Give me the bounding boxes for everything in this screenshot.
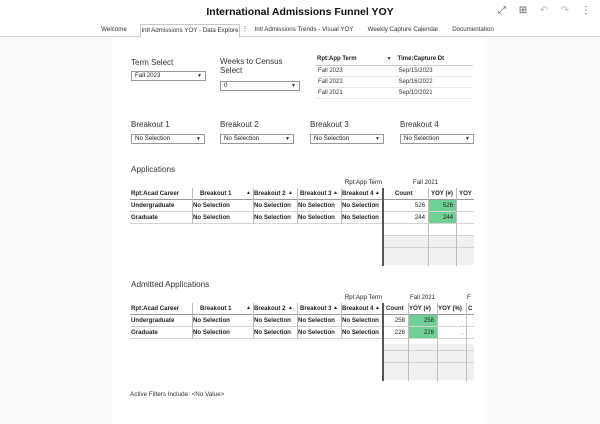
applications-row-b2: No Selection [254,202,291,209]
breakout-2-label: Breakout 2 [220,120,259,129]
term-select-dropdown[interactable] [131,71,206,81]
admitted-row-career: Undergraduate [131,317,175,324]
admitted-col-count[interactable]: Count [386,305,404,312]
sort-asc-icon: ▲ [246,305,251,311]
redo-icon[interactable]: ↷ [560,5,570,16]
admitted-col-breakout-3[interactable]: Breakout 3 [300,305,332,312]
weeks-to-census-value: 0 [224,82,228,89]
admitted-term-header[interactable]: Rpt:App Term [344,294,382,301]
admitted-row-b2: No Selection [254,329,291,336]
tab-intl-admissions-trends[interactable]: Intl Admissions Trends - Visual YOY [254,26,354,33]
chevron-down-icon: ▼ [375,136,380,142]
applications-row-b3: No Selection [298,214,335,221]
capture-col-date-header[interactable]: Time:Capture Dt [396,54,473,65]
applications-term-value: Fall 2021 [413,179,439,186]
breakout-1-label: Breakout 1 [131,120,170,129]
term-select-value: Fall 2023 [135,72,161,79]
applications-row-b4: No Selection [342,214,379,221]
admitted-yoy-cell: 226 [409,327,437,338]
weeks-to-census-label: Weeks to Census Select [220,57,283,75]
top-bar [0,0,600,24]
tab-welcome[interactable]: Welcome [101,26,127,33]
sort-asc-icon: ▲ [333,190,338,196]
admitted-row-b4: No Selection [342,317,379,324]
sort-asc-icon: ▲ [288,305,293,311]
admitted-col-yoy-pct[interactable]: YOY (%) [438,305,462,312]
applications-col-breakout-3[interactable]: Breakout 3 [300,190,332,197]
admitted-col-breakout-1[interactable]: Breakout 1 [200,305,232,312]
tab-intl-admissions-yoy[interactable]: Intl Admissions YOY - Data Explore [140,24,240,38]
toolbar [496,4,592,18]
table-row[interactable]: Fall 2023 Sep/15/2023 [315,65,473,76]
applications-col-count[interactable]: Count [395,190,413,197]
chevron-down-icon: ▼ [465,136,470,142]
grid-icon[interactable]: ⊞ [518,5,528,16]
admitted-row-b3: No Selection [298,329,335,336]
applications-col-yoy-pct[interactable]: YOY [459,190,472,197]
admitted-col-breakout-2[interactable]: Breakout 2 [254,305,286,312]
admitted-yoy-cell: 258 [409,315,437,326]
admitted-yoy-pct-cell: . [461,317,463,324]
sort-asc-icon: ▲ [288,190,293,196]
sort-asc-icon: ▲ [375,190,380,196]
breakout-3-label: Breakout 3 [310,120,349,129]
applications-yoy-cell: 244 [428,212,456,223]
term-select-label: Term Select [131,58,174,67]
admitted-row-b3: No Selection [298,317,335,324]
breakout-3-dropdown[interactable]: No Selection ▼ [310,134,384,144]
applications-row-b1: No Selection [193,202,230,209]
applications-row-b4: No Selection [342,202,379,209]
breakout-4-label: Breakout 4 [400,120,439,129]
applications-count-cell: 244 [414,214,425,221]
capture-col-term-header[interactable]: Rpt:App Term ▼ [315,54,396,65]
admitted-row-b2: No Selection [254,317,291,324]
applications-count-cell: 526 [414,202,425,209]
applications-col-yoy-num[interactable]: YOY (#) [431,190,453,197]
applications-col-breakout-2[interactable]: Breakout 2 [254,190,286,197]
chevron-down-icon: ▼ [196,136,201,142]
admitted-count-cell: 226 [394,329,405,336]
admitted-col-yoy-num[interactable]: YOY (#) [409,305,431,312]
admitted-col-breakout-4[interactable]: Breakout 4 [342,305,374,312]
admitted-row-b1: No Selection [193,329,230,336]
applications-col-breakout-4[interactable]: Breakout 4 [342,190,374,197]
breakout-2-dropdown[interactable]: No Selection ▼ [220,134,294,144]
chevron-down-icon: ▼ [291,83,296,89]
admitted-col-next[interactable]: C [468,305,473,312]
active-filters-note: Active Filters Include: <No Value> [130,391,225,398]
applications-term-header[interactable]: Rpt:App Term [344,179,382,186]
expand-icon[interactable]: ⤢ [498,5,506,16]
admitted-crosstab [130,292,474,382]
applications-yoy-cell: 526 [428,200,456,211]
more-icon[interactable]: ⋮ [581,5,591,16]
breakout-4-dropdown[interactable]: No Selection ▼ [400,134,474,144]
admitted-row-b4: No Selection [342,329,379,336]
admitted-count-cell: 258 [394,317,405,324]
admitted-title: Admitted Applications [131,280,210,289]
page-tabs [0,24,600,37]
tab-options-icon[interactable]: ⋮ [241,26,249,33]
undo-icon[interactable]: ↶ [539,5,549,16]
sort-asc-icon: ▲ [333,305,338,311]
sort-asc-icon: ▲ [375,305,380,311]
applications-row-career: Undergraduate [131,202,175,209]
applications-col-career[interactable]: Rpt:Acad Career [131,190,180,197]
applications-crosstab [130,177,474,267]
app-title: International Admissions Funnel YOY [206,6,394,18]
chevron-down-icon: ▼ [197,73,202,79]
tab-weekly-capture-calendar[interactable]: Weekly Capture Calendar [367,26,439,33]
admitted-row-career: Graduate [131,329,158,336]
admitted-term-value: Fall 2021 [410,294,436,301]
capture-date-table [315,54,473,99]
applications-row-b3: No Selection [298,202,335,209]
table-row[interactable]: Fall 2021 Sep/10/2021 [315,87,473,98]
chevron-down-icon: ▼ [285,136,290,142]
admitted-yoy-pct-cell: . [461,329,463,336]
applications-row-b2: No Selection [254,214,291,221]
sort-asc-icon: ▲ [246,190,251,196]
applications-title: Applications [131,165,176,174]
admitted-col-career[interactable]: Rpt:Acad Career [131,305,180,312]
applications-col-breakout-1[interactable]: Breakout 1 [200,190,232,197]
table-row[interactable]: Fall 2022 Sep/16/2022 [315,76,473,87]
weeks-to-census-dropdown[interactable] [220,81,300,91]
sort-desc-icon: ▼ [386,56,392,63]
applications-row-career: Graduate [131,214,158,221]
admitted-row-b1: No Selection [193,317,230,324]
admitted-term-next: F [467,294,471,301]
tab-documentation[interactable]: Documentation [452,26,494,33]
breakout-1-dropdown[interactable]: No Selection ▼ [131,134,205,144]
applications-row-b1: No Selection [193,214,230,221]
